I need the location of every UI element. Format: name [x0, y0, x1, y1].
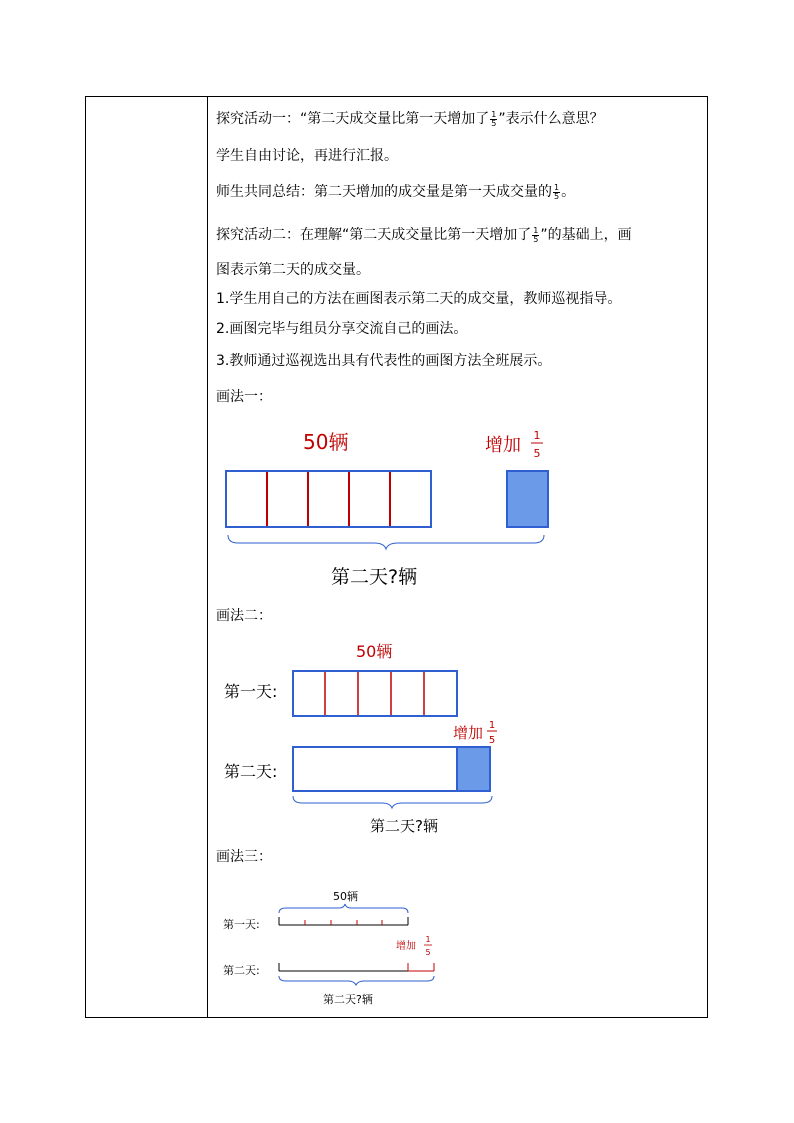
method1-question: 第二天?辆: [331, 566, 418, 588]
method2-brace: [293, 796, 492, 808]
method2-question: 第二天?辆: [370, 817, 438, 835]
discussion-line: 学生自由讨论，再进行汇报。: [216, 148, 398, 164]
method1-increase-label: 增加: [485, 435, 521, 456]
activity1-line: [216, 109, 604, 129]
method2-increase-bar: [457, 747, 490, 791]
method2-frac-den: 5: [488, 735, 496, 746]
method2-heading: 画法二：: [216, 608, 272, 624]
step-3: 3.教师通过巡视选出具有代表性的画图方法全班展示。: [216, 353, 552, 369]
lesson-table: [85, 96, 708, 1018]
method3-diagram: [216, 875, 706, 1015]
activity2-fraction: $\frac{1}{5}$: [533, 225, 539, 244]
activity1-prefix: 探究活动一：“第二天成交量比第一天增加了: [216, 111, 490, 127]
method2-day2-label: 第二天:: [224, 762, 278, 781]
activity1-fraction: $\frac{1}{5}$: [491, 109, 497, 128]
activity2-line1: 探究活动二：在理解“第二天成交量比第一天增加了 $\frac{1}{5}$ ”的基础上，画: [216, 225, 632, 244]
method1-increase-bar: [507, 471, 548, 527]
method2-frac-num: 1: [488, 720, 496, 731]
method1-total-label: 50辆: [303, 430, 349, 454]
step-2: 2.画图完毕与组员分享交流自己的画法。: [216, 321, 468, 337]
method3-total-label: 50辆: [333, 890, 358, 903]
summary-fraction: $\frac{1}{5}$: [554, 182, 560, 201]
method1-frac-den: 5: [533, 447, 541, 460]
method3-heading: 画法三：: [216, 849, 272, 865]
activity2-line2: 图表示第二天的成交量。: [216, 262, 370, 278]
method1-brace: [228, 535, 544, 549]
activity1-suffix: ”表示什么意思？: [498, 111, 604, 127]
method3-top-brace: [279, 904, 408, 913]
summary-line: 师生共同总结：第二天增加的成交量是第一天成交量的 $\frac{1}{5}$ 。: [216, 182, 576, 201]
step-1: 1.学生用自己的方法在画图表示第二天的成交量，教师巡视指导。: [216, 291, 622, 307]
method3-increase-label: 增加: [396, 941, 416, 952]
method2-total-label: 50辆: [356, 642, 393, 661]
method3-day2-label: 第二天:: [223, 964, 260, 977]
method1-heading: 画法一：: [216, 389, 272, 405]
method3-frac-num: 1: [425, 935, 431, 944]
method2-increase-label: 增加: [453, 724, 484, 742]
method2-day1-label: 第一天:: [224, 682, 278, 701]
method1-day1-bar: [226, 471, 431, 527]
column-divider: [207, 97, 208, 1017]
method1-diagram: [216, 417, 706, 597]
method1-frac-num: 1: [533, 429, 541, 442]
method3-frac-den: 5: [425, 948, 431, 957]
method2-day2-bar: [293, 747, 457, 791]
method2-day1-bar: [293, 671, 457, 716]
method2-diagram: [216, 635, 706, 845]
method3-question: 第二天?辆: [323, 993, 373, 1006]
method3-day1-label: 第一天:: [223, 918, 260, 931]
method3-bottom-brace: [279, 976, 434, 985]
